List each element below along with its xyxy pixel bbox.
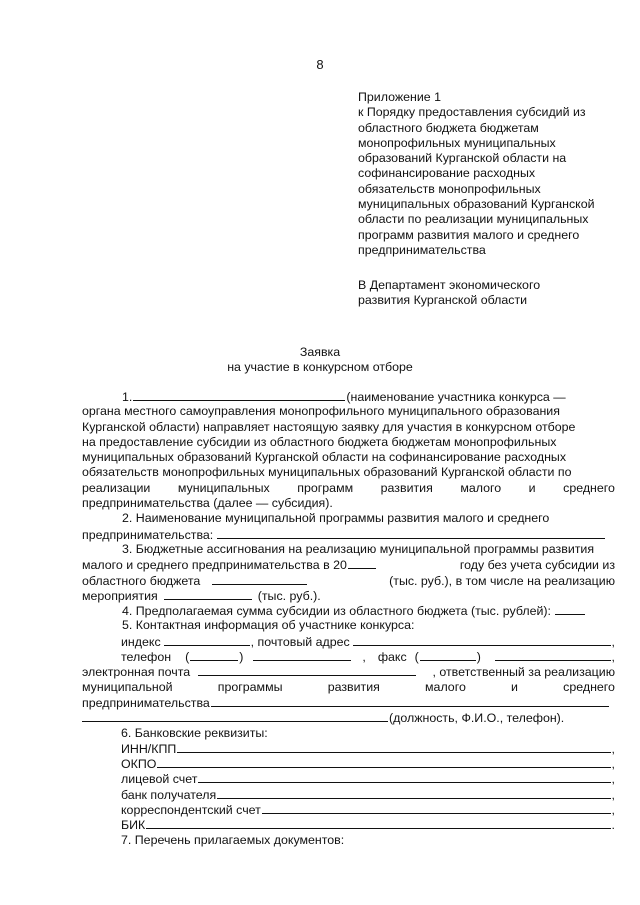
p5-line-2: индекс , почтовый адрес , (121, 634, 615, 649)
inn-kpp-field[interactable] (177, 741, 610, 753)
appendix-line: Приложение 1 (358, 90, 442, 104)
appendix-line: муниципальных образований Курганской (358, 197, 595, 212)
p1-line-4: на предоставление субсидии из областного бюджета бюджетам монопрофильных (82, 434, 557, 449)
bank-row: банк получателя , (121, 787, 615, 802)
appendix-line: к Порядку предоставления субсидий из (358, 105, 586, 120)
appendix-line: софинансирование расходных (358, 166, 536, 181)
phone-code-field[interactable] (190, 649, 238, 661)
p5-line-4: электронная почта , ответственный за реализацию (82, 665, 615, 680)
p2-line-1: 2. Наименование муниципальной программы развития малого и среднего (122, 511, 550, 526)
application-body (82, 389, 615, 848)
budget-amount-field[interactable] (212, 573, 307, 585)
p5-line-5: муниципальной программы развития малого и среднего (82, 679, 615, 694)
corr-account-field[interactable] (262, 802, 611, 814)
okpo-field[interactable] (157, 756, 610, 768)
appendix-line: монопрофильных муниципальных (358, 135, 556, 150)
account-field[interactable] (198, 771, 610, 783)
appendix-line: областного бюджета бюджетам (358, 120, 539, 135)
p1-line-5: муниципальных образований Курганской области на софинансирование расходных (82, 450, 567, 465)
p5-line-1: 5. Контактная информация об участнике конкурса: (122, 618, 415, 633)
p5-line-7: (должность, Ф.И.О., телефон). (82, 710, 615, 725)
appendix-line: обязательств монопрофильных (358, 181, 541, 196)
subtitle-line: на участие в конкурсном отборе (227, 360, 413, 375)
p5-line-6: предпринимательства (82, 695, 615, 710)
p1-line-6: обязательств монопрофильных муниципальных образований Курганской области по (82, 465, 572, 480)
responsible-details-field[interactable] (82, 710, 388, 722)
participant-name-field[interactable] (133, 389, 345, 401)
p3-line-3: областного бюджета (тыс. руб.), в том числе на реализацию (82, 573, 615, 588)
index-field[interactable] (164, 634, 250, 646)
program-name-field[interactable] (217, 527, 605, 539)
recipient-line: развития Курганской области (358, 293, 528, 308)
corr-account-row: корреспондентский счет , (121, 803, 615, 818)
appendix-line: образований Курганской области на (358, 151, 567, 166)
appendix-line: области по реализации муниципальных (358, 212, 589, 227)
p1-line-7: реализации муниципальных программ развития малого и среднего (82, 480, 615, 495)
appendix-line: программ развития малого и среднего (358, 227, 580, 242)
year-field[interactable] (348, 557, 376, 569)
bank-field[interactable] (217, 787, 610, 799)
responsible-person-field[interactable] (211, 695, 609, 707)
p1-line-1: 1. (наименование участника конкурса — (122, 390, 566, 404)
p6-title: 6. Банковские реквизиты: (121, 725, 268, 740)
title-line: Заявка (299, 345, 341, 359)
fax-field[interactable] (495, 649, 611, 661)
p7-title: 7. Перечень прилагаемых документов: (121, 832, 345, 847)
fax-code-field[interactable] (420, 649, 476, 661)
email-field[interactable] (198, 664, 416, 676)
appendix-line: предпринимательства (358, 242, 486, 257)
p3-line-4: мероприятия (тыс. руб.). (82, 588, 321, 603)
okpo-row: ОКПО , (121, 757, 615, 772)
account-row: лицевой счет , (121, 772, 615, 787)
p1-line-8: предпринимательства (далее — субсидия). (82, 496, 333, 511)
recipient-block (358, 278, 620, 309)
page-number: 8 (316, 57, 324, 72)
p1-line-3: Курганской области) направляет настоящую заявку для участия в конкурсном отборе (82, 419, 576, 434)
bik-row: БИК . (121, 818, 615, 833)
appendix-block (358, 90, 620, 258)
p3-line-2: малого и среднего предпринимательства в 20 году без учета субсидии из (82, 558, 615, 573)
p2-line-2: предпринимательства: (82, 527, 615, 542)
p3-line-1: 3. Бюджетные ассигнования на реализацию муниципальной программы развития (122, 541, 595, 556)
postal-address-field[interactable] (353, 634, 611, 646)
p5-line-3: телефон ( ) , факс ( ) , (121, 650, 615, 665)
p1-line-2: органа местного самоуправления монопрофильного муниципального образования (82, 404, 560, 419)
p4-line: 4. Предполагаемая сумма субсидии из областного бюджета (тыс. рублей): (82, 603, 615, 618)
subsidy-amount-field[interactable] (555, 603, 585, 615)
bik-field[interactable] (146, 817, 610, 829)
inn-kpp-row: ИНН/КПП , (121, 741, 615, 756)
activity-amount-field[interactable] (164, 588, 252, 600)
recipient-line: В Департамент экономического (358, 278, 541, 292)
phone-field[interactable] (253, 649, 351, 661)
document-title (0, 345, 640, 376)
